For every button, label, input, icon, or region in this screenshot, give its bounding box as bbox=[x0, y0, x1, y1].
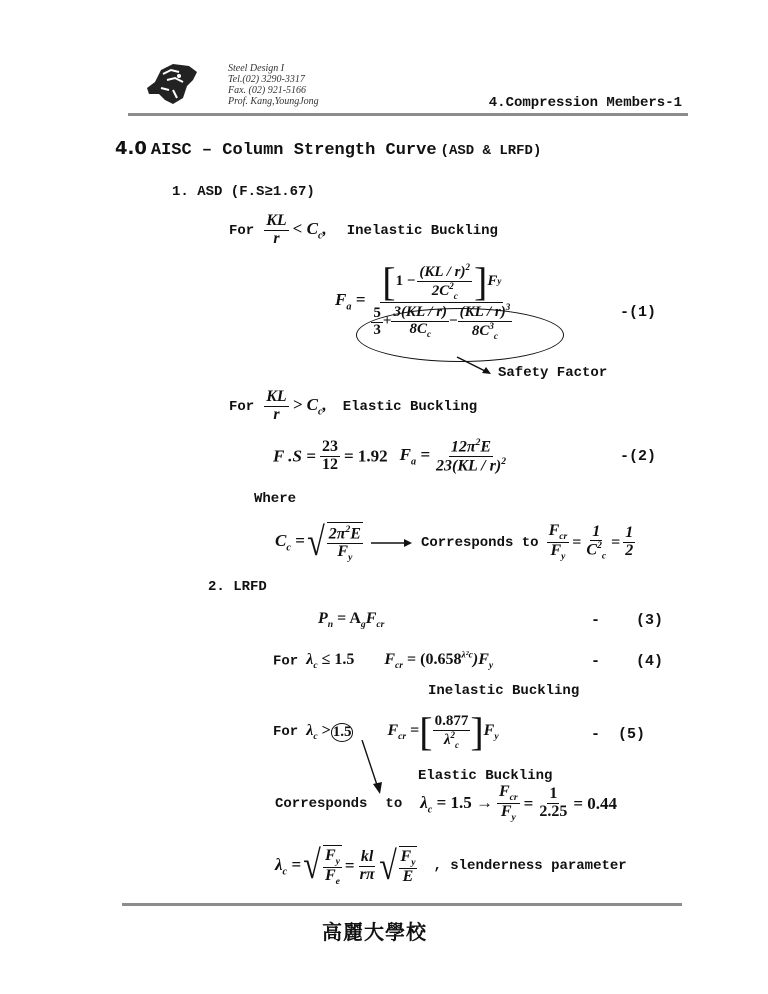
phone: Tel.(02) 3290-3317 bbox=[228, 74, 305, 85]
for-label: For bbox=[229, 222, 255, 239]
corresponds-label: Corresponds to bbox=[420, 534, 539, 551]
section-number: 4.0 bbox=[115, 138, 147, 159]
elastic-label: Elastic Buckling bbox=[342, 398, 478, 415]
safety-factor-label: Safety Factor bbox=[498, 365, 608, 381]
inelastic-buckling-label: Inelastic Buckling bbox=[428, 683, 580, 699]
elastic-buckling-label: Elastic Buckling bbox=[418, 768, 553, 784]
eq-number-3: (3) bbox=[636, 612, 664, 629]
fa-lhs: $F_a$ = bbox=[335, 290, 366, 313]
lrfd-heading: 2. LRFD bbox=[208, 579, 267, 595]
fax: Fax. (02) 921-5166 bbox=[228, 85, 307, 96]
equation-2 bbox=[273, 438, 508, 475]
slenderness-definition: $\lambda_c$ = √ $\frac{F_y}{F_e}$ = $\frac{kl}{r\pi}$ √ $\frac{F_y}{E}$ , slenderness parameter bbox=[275, 842, 627, 889]
corresponds-line: Corresponds to $\lambda_c = 1.5$ → $\frac{F_{cr}}{F_y}$ = $\frac{1}{2.25}$ = 0.44 bbox=[275, 783, 618, 824]
tiger-logo-icon bbox=[143, 60, 201, 108]
page-title bbox=[115, 138, 541, 160]
course-name: Steel Design I bbox=[228, 63, 285, 74]
fs-value: = 1.92 bbox=[343, 446, 388, 466]
university-name: 高麗大學校 bbox=[322, 922, 427, 944]
cc-sqrt: √ $\frac{2\pi^2E}{F_y}$ bbox=[307, 519, 361, 564]
kl-over-r: $\frac{KL}{r}$ bbox=[266, 388, 287, 423]
fa-fraction: [ 1 − $\frac{(KL / r)^2}{2C^2_c}$ ] F y $\frac{5}{3}$ + $\frac{3(KL / r)}{8C_c}$ − $\frac{(KL / r)^3}{8C^3_c}$ bbox=[373, 259, 511, 341]
asd-heading: 1. ASD (F.S≥1.67) bbox=[172, 184, 315, 200]
eq-number-2: -(2) bbox=[620, 448, 657, 465]
asd-case1-condition bbox=[229, 213, 498, 248]
safety-factor-ellipse bbox=[356, 308, 564, 362]
eq-number-1: -(1) bbox=[620, 304, 657, 321]
fa-fraction: $\frac{12\pi^2E}{23(KL / r)^2}$ bbox=[436, 437, 506, 475]
one-over-cc2: $\frac{1}{C^2_c}$ bbox=[586, 522, 607, 562]
equation-4: For $\lambda_c \le 1.5$ $F_{cr} = (0.658^{\lambda^2c})F_y$ bbox=[273, 650, 494, 672]
cond-rest: > $C_c$, bbox=[292, 394, 327, 418]
section-title: AISC – Column Strength Curve bbox=[150, 141, 437, 160]
arrow-icon bbox=[455, 355, 495, 377]
eq-number-4: (4) bbox=[636, 653, 664, 670]
kl-over-r: $\frac{KL}{r}$ bbox=[266, 212, 287, 247]
chapter-title: 4.Compression Members-1 bbox=[488, 95, 682, 111]
section-suffix: (ASD & LRFD) bbox=[440, 143, 542, 159]
where-label: Where bbox=[254, 491, 297, 507]
cc-definition: $C_c$ = √ $\frac{2\pi^2E}{F_y}$ Corresponds to $\frac{F_{cr}}{F_y}$ = $\frac{1}{C^2_c}$ = $\frac{1}{2}$ bbox=[275, 519, 634, 564]
cond-rest: < $C_c$, bbox=[292, 218, 327, 242]
circled-threshold: 1.5 bbox=[332, 723, 352, 740]
fcr-fy-ratio: $\frac{F_{cr}}{F_y}$ bbox=[548, 521, 568, 563]
long-arrow-icon bbox=[371, 537, 413, 549]
header-info bbox=[228, 63, 319, 107]
inelastic-label: Inelastic Buckling bbox=[346, 222, 498, 239]
eq5-dash: - bbox=[591, 726, 601, 743]
one-half: $\frac{1}{2}$ bbox=[625, 524, 634, 560]
fa-lhs: $F_a$ = bbox=[399, 445, 430, 468]
eq-number-5: (5) bbox=[618, 726, 646, 743]
eq3-dash: - bbox=[591, 612, 601, 629]
equation-5: For $\lambda_c$ > 1.5 $F_{cr}$ = [ $\frac{0.877}{\lambda^2_c}$ ] $F_y$ bbox=[273, 709, 499, 754]
fs-lhs: F .S = bbox=[273, 446, 316, 466]
eq4-dash: - bbox=[591, 653, 601, 670]
asd-case2-condition bbox=[229, 389, 477, 424]
for-label: For bbox=[229, 398, 255, 415]
cc-lhs: $C_c$ = bbox=[275, 531, 305, 554]
fs-fraction: $\frac{23}{12}$ bbox=[321, 438, 338, 474]
equation-3: $P_n = A_gF_{cr}$ bbox=[318, 610, 385, 631]
header-rule bbox=[128, 113, 688, 116]
professor: Prof. Kang,YoungJong bbox=[228, 96, 319, 107]
footer-rule bbox=[122, 903, 682, 906]
